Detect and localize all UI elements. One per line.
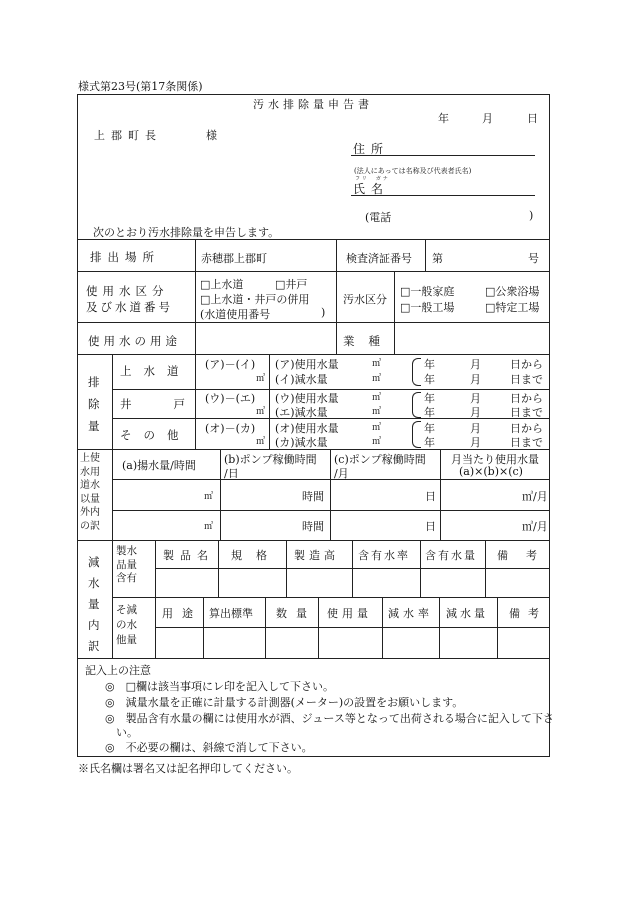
period-year: 年 (424, 358, 435, 371)
water-no-close: ) (321, 306, 326, 319)
other-header-use: 用途 (162, 607, 202, 620)
phone-open: (電話 (365, 211, 392, 224)
period-year: 年 (424, 406, 435, 419)
unit-d: ㎥/月 (522, 490, 548, 503)
m3-a: ㎥ (372, 359, 382, 369)
period-year: 年 (424, 422, 435, 435)
unit-b: 時間 (302, 520, 324, 533)
period-from: 日から (510, 358, 543, 371)
exclusion-formula: (オ)－(カ) (205, 422, 256, 435)
period-year: 年 (424, 436, 435, 449)
note-item: ◎ 減量水量を正確に計量する計測器(メーター)の設置をお願いします。 (105, 696, 464, 709)
note-item: ◎ □欄は該当事項にレ印を記入して下さい。 (105, 680, 334, 693)
name-line[interactable] (351, 195, 535, 196)
note-item-cont: い。 (116, 726, 138, 739)
period-month: 月 (470, 358, 481, 371)
m3-o: ㎥ (372, 423, 382, 433)
red-label-ka: (カ)減水量 (275, 436, 328, 449)
exclusion-formula: (ウ)－(エ) (205, 392, 256, 405)
other-header-quantity: 数量 (276, 607, 316, 620)
business-label: 業種 (343, 334, 394, 348)
product-water-label: 製水 品量 含有 (116, 545, 137, 584)
opt-factory[interactable]: □一般工場 (400, 301, 455, 314)
water-no-label: 及び水道番号 (86, 300, 173, 314)
opt-special[interactable]: □特定工場 (485, 301, 540, 314)
note-item: ◎ 不必要の欄は、斜線で消して下さい。 (105, 741, 313, 754)
col-b-header-2: /日 (224, 467, 239, 480)
red-label-e: (エ)減水量 (275, 406, 328, 419)
address-label: 住所 (353, 142, 390, 156)
period-year: 年 (424, 392, 435, 405)
unit-c: 日 (425, 490, 436, 503)
red-label-i: (イ)減水量 (275, 373, 328, 386)
col-d-header-2: (a)×(b)×(c) (459, 465, 523, 478)
period-to: 日まで (510, 406, 543, 419)
intro-text: 次のとおり汚水排除量を申告します。 (93, 226, 280, 239)
use-label-a: (ア)使用水量 (275, 358, 339, 371)
form-number: 様式第23号(第17条関係) (78, 80, 203, 93)
opt-ido[interactable]: □井戸 (275, 278, 308, 291)
col-b-header-1: (b)ポンプ稼働時間 (224, 453, 317, 466)
cert-go: 号 (528, 252, 539, 265)
exclusion-formula: (ア)－(イ) (205, 358, 256, 371)
col-c-header-2: /月 (334, 467, 349, 480)
exclusion-unit: ㎥ (256, 437, 266, 447)
use-label-u: (ウ)使用水量 (275, 392, 339, 405)
product-header-moisture-rate: 含有水率 (358, 549, 410, 562)
reduction-label-1: 減 (88, 555, 100, 569)
discharge-place-value[interactable]: 赤穂郡上郡町 (201, 252, 267, 265)
sewage-class-label: 汚水区分 (343, 293, 387, 306)
usage-label: 使用水の用途 (88, 334, 181, 348)
footer-note: ※氏名欄は署名又は記名押印してください。 (78, 762, 298, 775)
exclusion-row-name: その他 (120, 428, 191, 442)
m3-u: ㎥ (372, 393, 382, 403)
other-header-amount: 減水量 (446, 607, 488, 620)
note-item: ◎ 製品含有水量の欄には使用水が酒、ジュース等となって出荷される場合に記入して下さ (105, 712, 554, 725)
exclusion-unit: ㎥ (256, 407, 266, 417)
period-month: 月 (470, 373, 481, 386)
period-to: 日まで (510, 373, 543, 386)
product-header-output: 製造高 (294, 549, 339, 562)
date-day: 日 (527, 112, 538, 125)
period-from: 日から (510, 422, 543, 435)
col-a-header: (a)揚水量/時間 (122, 459, 196, 472)
date-year: 年 (438, 112, 449, 125)
exclusion-row-name: 上水道 (120, 364, 191, 378)
unit-a: ㎥ (204, 522, 214, 532)
product-header-name: 製品名 (163, 549, 214, 562)
period-year: 年 (424, 373, 435, 386)
m3-i: ㎥ (372, 374, 382, 384)
name-label: 氏名 (353, 182, 390, 196)
period-month: 月 (470, 436, 481, 449)
opt-both[interactable]: □上水道・井戸の併用 (200, 293, 310, 306)
other-reduction-label: そ減 の水 他量 (116, 604, 137, 646)
reduction-label-5: 訳 (88, 639, 100, 653)
period-from: 日から (510, 392, 543, 405)
other-header-rate: 減水率 (388, 607, 433, 620)
unit-a: ㎥ (204, 492, 214, 502)
cert-dai: 第 (432, 252, 443, 265)
opt-josuido[interactable]: □上水道 (200, 278, 244, 291)
period-month: 月 (470, 392, 481, 405)
other-header-standard: 算出標準 (209, 607, 253, 620)
col-c-header-1: (c)ポンプ稼働時間 (334, 453, 426, 466)
use-label-o: (オ)使用水量 (275, 422, 339, 435)
exclusion-label-3: 量 (88, 419, 100, 433)
cert-number-label: 検査済証番号 (346, 252, 412, 265)
other-water-side-label: 上使 水用 道水 以量 外内 の訳 (80, 453, 100, 532)
exclusion-unit: ㎥ (256, 374, 266, 384)
addressee-name: 上郡町長 (94, 129, 162, 142)
discharge-place-label: 排出場所 (90, 250, 160, 264)
exclusion-label-2: 除 (88, 397, 100, 411)
product-header-moisture-amount: 含有水量 (425, 549, 477, 562)
other-header-usage: 使用量 (327, 607, 372, 620)
reduction-label-4: 内 (88, 618, 100, 632)
period-to: 日まで (510, 436, 543, 449)
other-header-remarks: 備考 (509, 607, 547, 620)
water-class-label: 使用水区分 (86, 284, 169, 298)
name-ruby: フリ ガナ (355, 176, 390, 182)
opt-public-bath[interactable]: □公衆浴場 (485, 285, 540, 298)
phone-close: ) (529, 209, 534, 222)
date-month: 月 (482, 112, 493, 125)
unit-d: ㎥/月 (522, 520, 548, 533)
reduction-label-2: 水 (88, 576, 100, 590)
product-header-spec: 規格 (231, 549, 281, 562)
address-line[interactable] (351, 155, 535, 156)
period-month: 月 (470, 406, 481, 419)
reduction-label-3: 量 (88, 597, 100, 611)
addressee-suffix: 様 (206, 129, 217, 142)
exclusion-row-name: 井戸 (120, 397, 227, 411)
opt-home[interactable]: □一般家庭 (400, 285, 455, 298)
unit-c: 日 (425, 520, 436, 533)
product-header-remarks: 備考 (497, 549, 555, 562)
exclusion-label-1: 排 (88, 375, 100, 389)
col-d-header-1: 月当たり使用水量 (451, 453, 539, 466)
notes-heading: 記入上の注意 (85, 664, 151, 677)
corp-note: (法人にあっては名称及び代表者氏名) (354, 167, 472, 175)
m3-ka: ㎥ (372, 437, 382, 447)
form-title: 汚水排除量申告書 (253, 98, 373, 111)
unit-b: 時間 (302, 490, 324, 503)
water-no-open: (水道使用番号 (200, 308, 271, 321)
m3-e: ㎥ (372, 407, 382, 417)
period-month: 月 (470, 422, 481, 435)
